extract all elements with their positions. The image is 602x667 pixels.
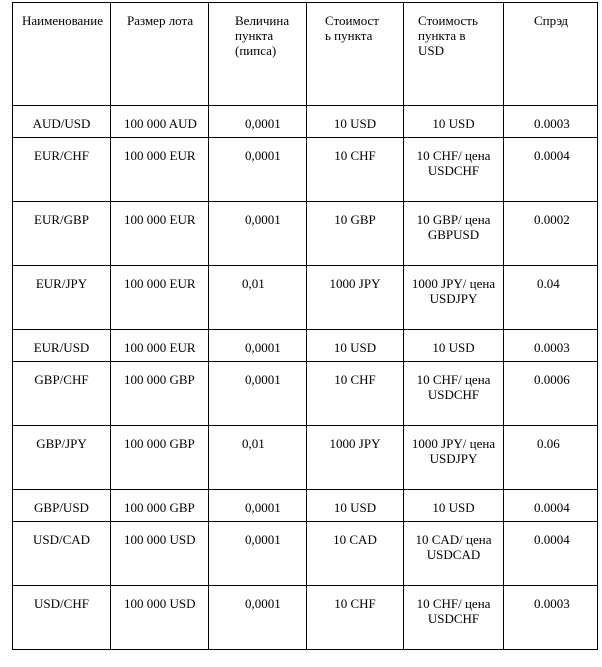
header-pip-value (307, 3, 404, 106)
header-pip-value-text: Стоимость пункта (325, 13, 379, 43)
table-row (13, 490, 598, 522)
pip-value-usd-cell (404, 266, 504, 330)
pair-cell: GBP/CHF (13, 362, 111, 426)
pip-value-usd-text: 10 GBP/ цена GBPUSD (416, 212, 491, 242)
lot-size-cell: 100 000 EUR (111, 330, 209, 362)
lot-size-cell: 100 000 AUD (111, 106, 209, 138)
pip-size-cell: 0,0001 (209, 522, 307, 586)
pip-value-usd-cell (404, 426, 504, 490)
pair-cell: EUR/GBP (13, 202, 111, 266)
pip-value-usd-cell (404, 362, 504, 426)
pip-value-cell: 10 CAD (307, 522, 404, 586)
lot-size-cell: 100 000 USD (111, 586, 209, 650)
pip-value-cell: 1000 JPY (307, 426, 404, 490)
pair-cell: EUR/CHF (13, 138, 111, 202)
pip-size-cell: 0,0001 (209, 586, 307, 650)
header-pip-size (209, 3, 307, 106)
pip-value-usd-text: 10 USD (432, 500, 475, 515)
pip-value-usd-cell (404, 202, 504, 266)
lot-size-cell: 100 000 EUR (111, 266, 209, 330)
pip-value-usd-cell (404, 106, 504, 138)
spread-cell: 0.0003 (504, 330, 598, 362)
pair-cell: GBP/USD (13, 490, 111, 522)
pip-size-cell: 0,01 (209, 266, 307, 330)
pip-size-cell: 0,0001 (209, 490, 307, 522)
pip-value-usd-text: 10 CHF/ цена USDCHF (416, 596, 491, 626)
table-row (13, 426, 598, 490)
lot-size-cell: 100 000 USD (111, 522, 209, 586)
pip-value-usd-text: 1000 JPY/ цена USDJPY (411, 436, 496, 466)
pair-cell: USD/CAD (13, 522, 111, 586)
table-row (13, 330, 598, 362)
pip-value-usd-cell (404, 138, 504, 202)
table-row (13, 202, 598, 266)
table-row (13, 266, 598, 330)
pair-cell: AUD/USD (13, 106, 111, 138)
spread-cell: 0.0003 (504, 106, 598, 138)
pair-cell: USD/CHF (13, 586, 111, 650)
spread-cell: 0.04 (504, 266, 598, 330)
pip-value-usd-cell (404, 522, 504, 586)
header-name: Наименование (13, 3, 111, 106)
pip-value-usd-cell (404, 330, 504, 362)
lot-size-cell: 100 000 GBP (111, 490, 209, 522)
pip-value-cell: 1000 JPY (307, 266, 404, 330)
pip-size-cell: 0,0001 (209, 138, 307, 202)
spread-cell: 0.0004 (504, 138, 598, 202)
pip-value-usd-text: 10 CAD/ цена USDCAD (415, 532, 492, 562)
spread-cell: 0.0003 (504, 586, 598, 650)
spread-cell: 0.06 (504, 426, 598, 490)
pip-value-cell: 10 CHF (307, 138, 404, 202)
spread-cell: 0.0006 (504, 362, 598, 426)
header-pip-size-text: Величина пункта (пипса) (235, 13, 290, 58)
table-row (13, 522, 598, 586)
pip-value-usd-text: 10 CHF/ цена USDCHF (416, 372, 491, 402)
pip-value-usd-cell (404, 490, 504, 522)
header-pip-value-usd-text: Стоимость пункта в USD (418, 13, 478, 58)
table-row (13, 586, 598, 650)
pip-value-usd-cell (404, 586, 504, 650)
pip-size-cell: 0,01 (209, 426, 307, 490)
pip-size-cell: 0,0001 (209, 362, 307, 426)
header-spread: Спрэд (504, 3, 598, 106)
lot-size-cell: 100 000 EUR (111, 138, 209, 202)
pip-value-usd-text: 10 CHF/ цена USDCHF (416, 148, 491, 178)
table-row (13, 138, 598, 202)
pip-size-cell: 0,0001 (209, 202, 307, 266)
pip-size-cell: 0,0001 (209, 106, 307, 138)
pip-size-cell: 0,0001 (209, 330, 307, 362)
table-header-row (13, 3, 598, 106)
lot-size-cell: 100 000 GBP (111, 362, 209, 426)
table-row (13, 362, 598, 426)
pip-value-cell: 10 CHF (307, 586, 404, 650)
spread-cell: 0.0002 (504, 202, 598, 266)
pip-value-cell: 10 CHF (307, 362, 404, 426)
pair-cell: EUR/JPY (13, 266, 111, 330)
table-body (13, 3, 598, 650)
spread-cell: 0.0004 (504, 522, 598, 586)
header-pip-value-usd (404, 3, 504, 106)
spread-cell: 0.0004 (504, 490, 598, 522)
pip-value-cell: 10 GBP (307, 202, 404, 266)
pip-value-cell: 10 USD (307, 490, 404, 522)
table-row (13, 106, 598, 138)
header-lot-size: Размер лота (111, 3, 209, 106)
currency-pairs-table (12, 2, 598, 650)
pip-value-usd-text: 1000 JPY/ цена USDJPY (411, 276, 496, 306)
pair-cell: GBP/JPY (13, 426, 111, 490)
pair-cell: EUR/USD (13, 330, 111, 362)
pip-value-cell: 10 USD (307, 106, 404, 138)
lot-size-cell: 100 000 GBP (111, 426, 209, 490)
pip-value-usd-text: 10 USD (432, 340, 475, 355)
pip-value-cell: 10 USD (307, 330, 404, 362)
lot-size-cell: 100 000 EUR (111, 202, 209, 266)
pip-value-usd-text: 10 USD (432, 116, 475, 131)
